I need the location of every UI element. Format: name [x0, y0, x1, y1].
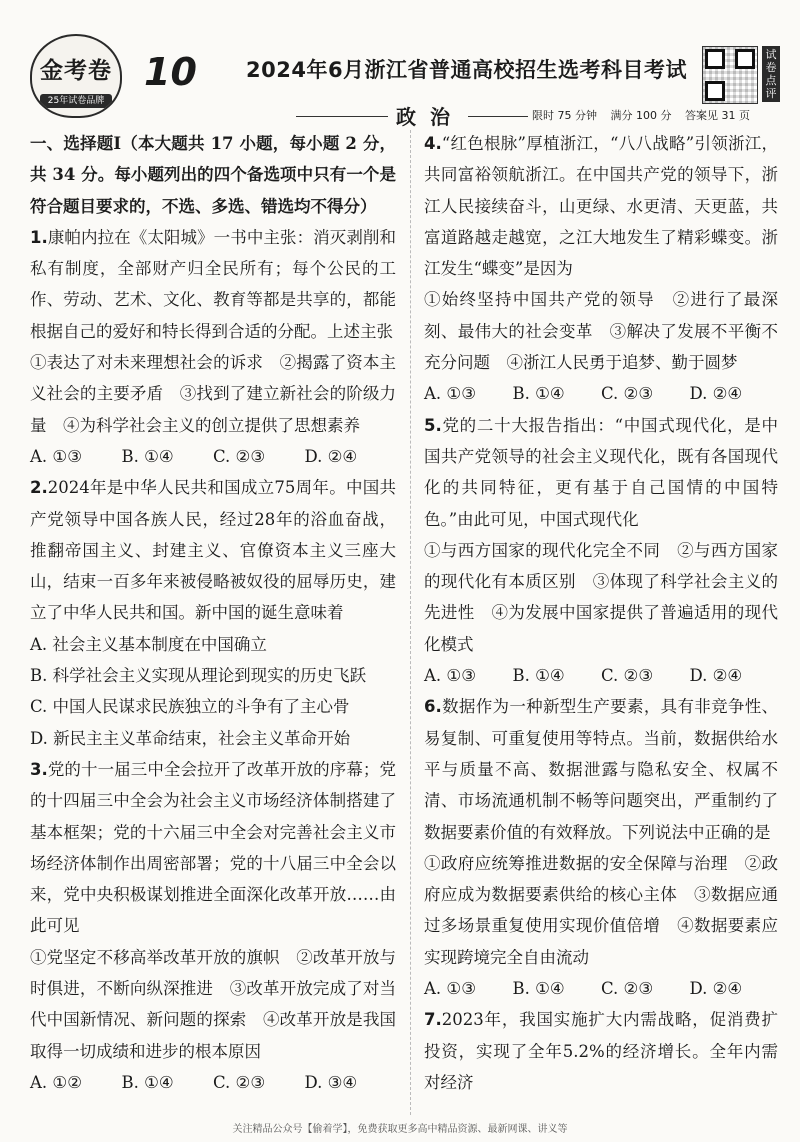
option-b[interactable]: B. ①④	[121, 446, 174, 466]
subject-line	[296, 105, 750, 129]
option-b[interactable]: B. ①④	[121, 1072, 174, 1092]
question-7	[424, 1004, 778, 1098]
right-column	[424, 128, 778, 1098]
option-d[interactable]: D. 新民主主义革命结束，社会主义革命开始	[30, 728, 351, 748]
question-4	[424, 128, 778, 410]
answer-ref: 答案见 31 页	[685, 109, 750, 122]
question-3	[30, 754, 396, 1098]
option-d[interactable]: D. ②④	[689, 384, 743, 404]
option-b[interactable]: B. 科学社会主义实现从理论到现实的历史飞跃	[30, 666, 367, 686]
option-a[interactable]: A. ①③	[424, 666, 476, 686]
exam-meta	[532, 107, 760, 123]
question-statements: ①政府应统筹推进数据的安全保障与治理 ②政府应成为数据要素供给的核心主体 ③数据应通过多场景重复使用实现价值倍增 ④数据要素应实现跨境完全自由流动	[424, 853, 778, 967]
question-stem: 2024年是中华人民共和国成立75周年。中国共产党领导中国各族人民，经过28年的浴血奋战，推翻帝国主义、封建主义、官僚资本主义三座大山，结束一百多年来被侵略被奴役的屈辱历史，建立了中华人民共和国。新中国的诞生意味着	[30, 478, 396, 623]
option-a[interactable]: A. ①③	[424, 384, 476, 404]
question-options	[30, 1067, 396, 1098]
question-stem: 2023年，我国实施扩大内需战略，促消费扩投资，实现了全年5.2%的经济增长。全年内需对经济	[424, 1010, 778, 1092]
question-stem: 党的十一届三中全会拉开了改革开放的序幕；党的十四届三中全会为社会主义市场经济体制搭建了基本框架；党的十六届三中全会对完善社会主义市场经济体制作出周密部署；党的十八届三中全会以来，党中央积极谋划推进全面深化改革开放……由此可见	[30, 759, 396, 936]
question-statements: ①表达了对未来理想社会的诉求 ②揭露了资本主义社会的主要矛盾 ③找到了建立新社会的阶级力量 ④为科学社会主义的创立提供了思想素养	[30, 353, 396, 435]
question-statements: ①与西方国家的现代化完全不同 ②与西方国家的现代化有本质区别 ③体现了科学社会主义的先进性 ④为发展中国家提供了普遍适用的现代化模式	[424, 540, 778, 654]
question-number: 2.	[30, 478, 48, 498]
question-options	[424, 660, 778, 691]
option-c[interactable]: C. ②③	[601, 384, 654, 404]
qr-label: 试卷点评	[762, 46, 780, 102]
question-number: 5.	[424, 415, 442, 435]
question-1	[30, 222, 396, 472]
question-number: 3.	[30, 759, 48, 779]
exam-header	[0, 0, 800, 128]
section-heading: 一、选择题Ⅰ（本大题共 17 小题，每小题 2 分，共 34 分。每小题列出的四个备选项中只有一个是符合题目要求的，不选、多选、错选均不得分）	[30, 134, 396, 216]
question-5	[424, 410, 778, 692]
qr-code-icon[interactable]	[702, 46, 758, 104]
question-number: 7.	[424, 1010, 442, 1030]
option-c[interactable]: C. ②③	[213, 446, 266, 466]
question-statements: ①党坚定不移高举改革开放的旗帜 ②改革开放与时俱进，不断向纵深推进 ③改革开放完成了对当代中国新情况、新问题的探索 ④改革开放是我国取得一切成绩和进步的根本原因	[30, 947, 396, 1061]
page-footer: 关注精品公众号【偷着学】，免费获取更多高中精品资源、最新网课、讲义等	[232, 1124, 568, 1135]
paper-number: 10	[144, 50, 197, 94]
option-c[interactable]: C. ②③	[213, 1072, 266, 1092]
option-d[interactable]: D. ②④	[689, 666, 743, 686]
column-divider	[410, 130, 411, 1115]
question-options	[424, 378, 778, 409]
option-d[interactable]: D. ②④	[304, 446, 358, 466]
question-2	[30, 472, 396, 754]
logo-subtitle: 25年试卷品牌	[40, 94, 112, 108]
question-stem: 党的二十大报告指出：“中国式现代化，是中国共产党领导的社会主义现代化，既有各国现代化的共同特征，更有基于自己国情的中国特色。”由此可见，中国式现代化	[424, 415, 778, 529]
question-stem: 数据作为一种新型生产要素，具有非竞争性、易复制、可重复使用等特点。当前，数据供给水平与质量不高、数据泄露与隐私安全、权属不清、市场流通机制不畅等问题突出，严重制约了数据要素价值的有效释放。下列说法中正确的是	[424, 697, 778, 842]
option-b[interactable]: B. ①④	[512, 666, 565, 686]
question-number: 4.	[424, 134, 442, 153]
option-d[interactable]: D. ③④	[304, 1072, 358, 1092]
question-stem: 康帕内拉在《太阳城》一书中主张：消灭剥削和私有制度，全部财产归全民所有；每个公民的工作、劳动、艺术、文化、教育等都是共享的，都能根据自己的爱好和特长得到合适的分配。上述主张	[30, 227, 396, 341]
option-c[interactable]: C. ②③	[601, 979, 654, 999]
option-d[interactable]: D. ②④	[689, 979, 743, 999]
question-stem: “红色根脉”厚植浙江，“八八战略”引领浙江，共同富裕领航浙江。在中国共产党的领导下，浙江人民接续奋斗，山更绿、水更清、天更蓝，共富道路越走越宽，之江大地发生了精彩蝶变。浙江发生“蝶变”是因为	[424, 134, 778, 279]
question-options	[30, 441, 396, 472]
exam-title: 2024年6月浙江省普通高校招生选考科目考试	[246, 58, 688, 82]
option-c[interactable]: C. ②③	[601, 666, 654, 686]
option-a[interactable]: A. ①③	[30, 446, 82, 466]
option-a[interactable]: A. ①②	[30, 1072, 82, 1092]
subject-name: 政治	[396, 105, 464, 129]
question-6	[424, 691, 778, 1004]
question-number: 1.	[30, 227, 48, 247]
brand-logo	[30, 34, 122, 118]
logo-title: 金考卷	[40, 57, 112, 84]
full-score: 满分 100 分	[610, 109, 672, 122]
option-b[interactable]: B. ①④	[512, 384, 565, 404]
time-limit: 限时 75 分钟	[532, 109, 597, 122]
option-a[interactable]: A. 社会主义基本制度在中国确立	[30, 634, 267, 654]
left-column	[30, 128, 396, 1098]
option-a[interactable]: A. ①③	[424, 979, 476, 999]
question-number: 6.	[424, 697, 442, 717]
option-c[interactable]: C. 中国人民谋求民族独立的斗争有了主心骨	[30, 697, 350, 717]
question-statements: ①始终坚持中国共产党的领导 ②进行了最深刻、最伟大的社会变革 ③解决了发展不平衡不充分问题 ④浙江人民勇于追梦、勤于圆梦	[424, 290, 778, 373]
question-options	[424, 973, 778, 1004]
option-b[interactable]: B. ①④	[512, 979, 565, 999]
